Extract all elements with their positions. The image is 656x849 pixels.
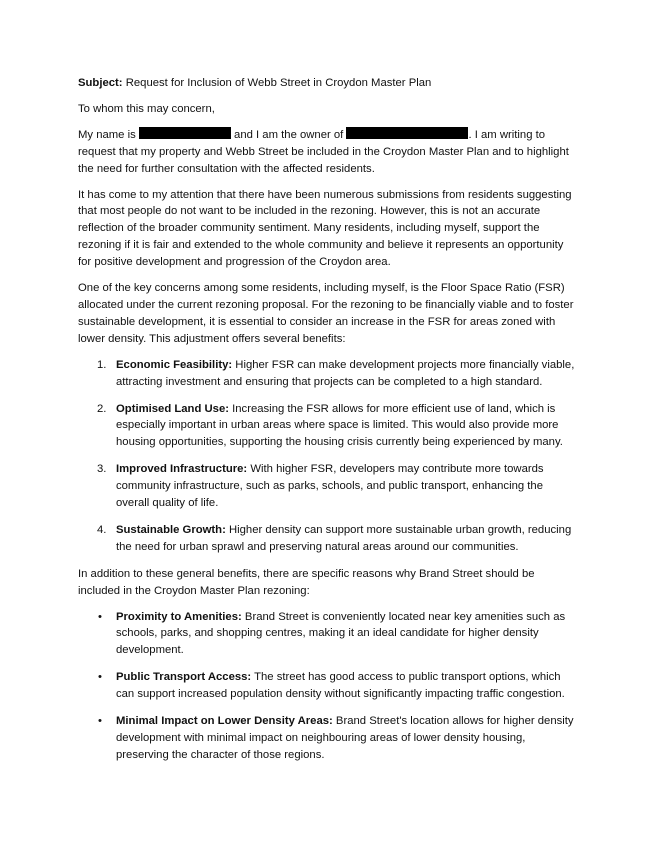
benefit-text: With higher FSR, developers may contribute more towards community infrastructure, such as parks, schools, and public transport, enhancing the overall quality of life. bbox=[116, 463, 544, 510]
paragraph-fsr-concerns: One of the key concerns among some residents, including myself, is the Floor Space Ratio (FSR) allocated under the current rezoning proposal. For the rezoning to be financially viable and to foster sustainable development, it is essential to consider an increase in the FSR for areas zoned with lower density. This adjustment offers several benefits: bbox=[78, 282, 574, 345]
list-item bbox=[78, 357, 578, 391]
list-item bbox=[78, 522, 578, 556]
subject-label: Subject: bbox=[78, 77, 123, 89]
reasons-list bbox=[78, 609, 578, 764]
list-item bbox=[78, 461, 578, 512]
list-number: 2. bbox=[97, 402, 107, 415]
intro-part2: and I am the owner of bbox=[234, 128, 344, 141]
subject-line bbox=[78, 75, 578, 92]
bullet-icon: • bbox=[98, 715, 102, 728]
list-item bbox=[78, 669, 578, 703]
paragraph-community-sentiment: It has come to my attention that there have been numerous submissions from residents suggesting that most people do not want to be included in the rezoning. However, this is not an accurate reflection of the broader community sentiment. Many residents, including myself, support the rezoning if it is fair and extended to the whole community and believe it represents an opportunity for positive development and progression of the Croydon area. bbox=[78, 188, 572, 269]
list-number: 1. bbox=[97, 358, 107, 371]
bullet-icon: • bbox=[98, 610, 102, 623]
reason-text: Brand Street's location allows for higher density development with minimal impact on neighbouring areas of lower density housing, preserving the character of those regions. bbox=[116, 715, 574, 761]
greeting: To whom this may concern, bbox=[78, 102, 215, 115]
bullet-icon: • bbox=[98, 671, 102, 684]
reason-text: The street has good access to public transport options, which can support increased population density without significantly impacting traffic congestion. bbox=[116, 671, 565, 701]
benefit-text: Higher FSR can make development projects more financially viable, attracting investment and ensuring that projects can be completed to a high standard. bbox=[116, 358, 575, 388]
benefit-text: Higher density can support more sustainable urban growth, reducing the need for urban sprawl and preserving natural areas around our communities. bbox=[116, 523, 572, 553]
reason-title: Proximity to Amenities: bbox=[116, 610, 242, 623]
letter-body bbox=[78, 75, 578, 774]
list-item bbox=[78, 401, 578, 452]
benefits-list bbox=[78, 357, 578, 556]
benefit-title: Economic Feasibility: bbox=[116, 358, 233, 371]
list-number: 4. bbox=[97, 523, 107, 536]
intro-part3: . I am writing to request that my property and Webb Street be included in the Croydon Master Plan and to highlight the need for further consultation with the affected residents. bbox=[78, 128, 569, 175]
subject-text: Request for Inclusion of Webb Street in Croydon Master Plan bbox=[125, 77, 432, 89]
list-number: 3. bbox=[97, 463, 107, 476]
reason-title: Minimal Impact on Lower Density Areas: bbox=[116, 715, 333, 728]
benefit-text: Increasing the FSR allows for more efficient use of land, which is especially important in urban areas where space is limited. This would also provide more housing opportunities, supporting the housing crisis currently being experienced by many. bbox=[116, 402, 563, 449]
intro-paragraph bbox=[78, 127, 578, 178]
list-item bbox=[78, 609, 578, 660]
benefit-title: Improved Infrastructure: bbox=[116, 463, 248, 476]
redacted-address bbox=[346, 127, 468, 139]
reason-text: Brand Street is conveniently located near key amenities such as schools, parks, and shopping centres, making it an ideal candidate for higher density development. bbox=[116, 610, 566, 657]
paragraph-brand-street: In addition to these general benefits, there are specific reasons why Brand Street should be included in the Croydon Master Plan rezoning: bbox=[78, 567, 535, 597]
list-item bbox=[78, 713, 578, 764]
benefit-title: Sustainable Growth: bbox=[116, 523, 226, 536]
benefit-title: Optimised Land Use: bbox=[116, 402, 229, 415]
intro-part1: My name is bbox=[78, 128, 136, 141]
reason-title: Public Transport Access: bbox=[116, 671, 252, 684]
redacted-name bbox=[139, 127, 231, 139]
